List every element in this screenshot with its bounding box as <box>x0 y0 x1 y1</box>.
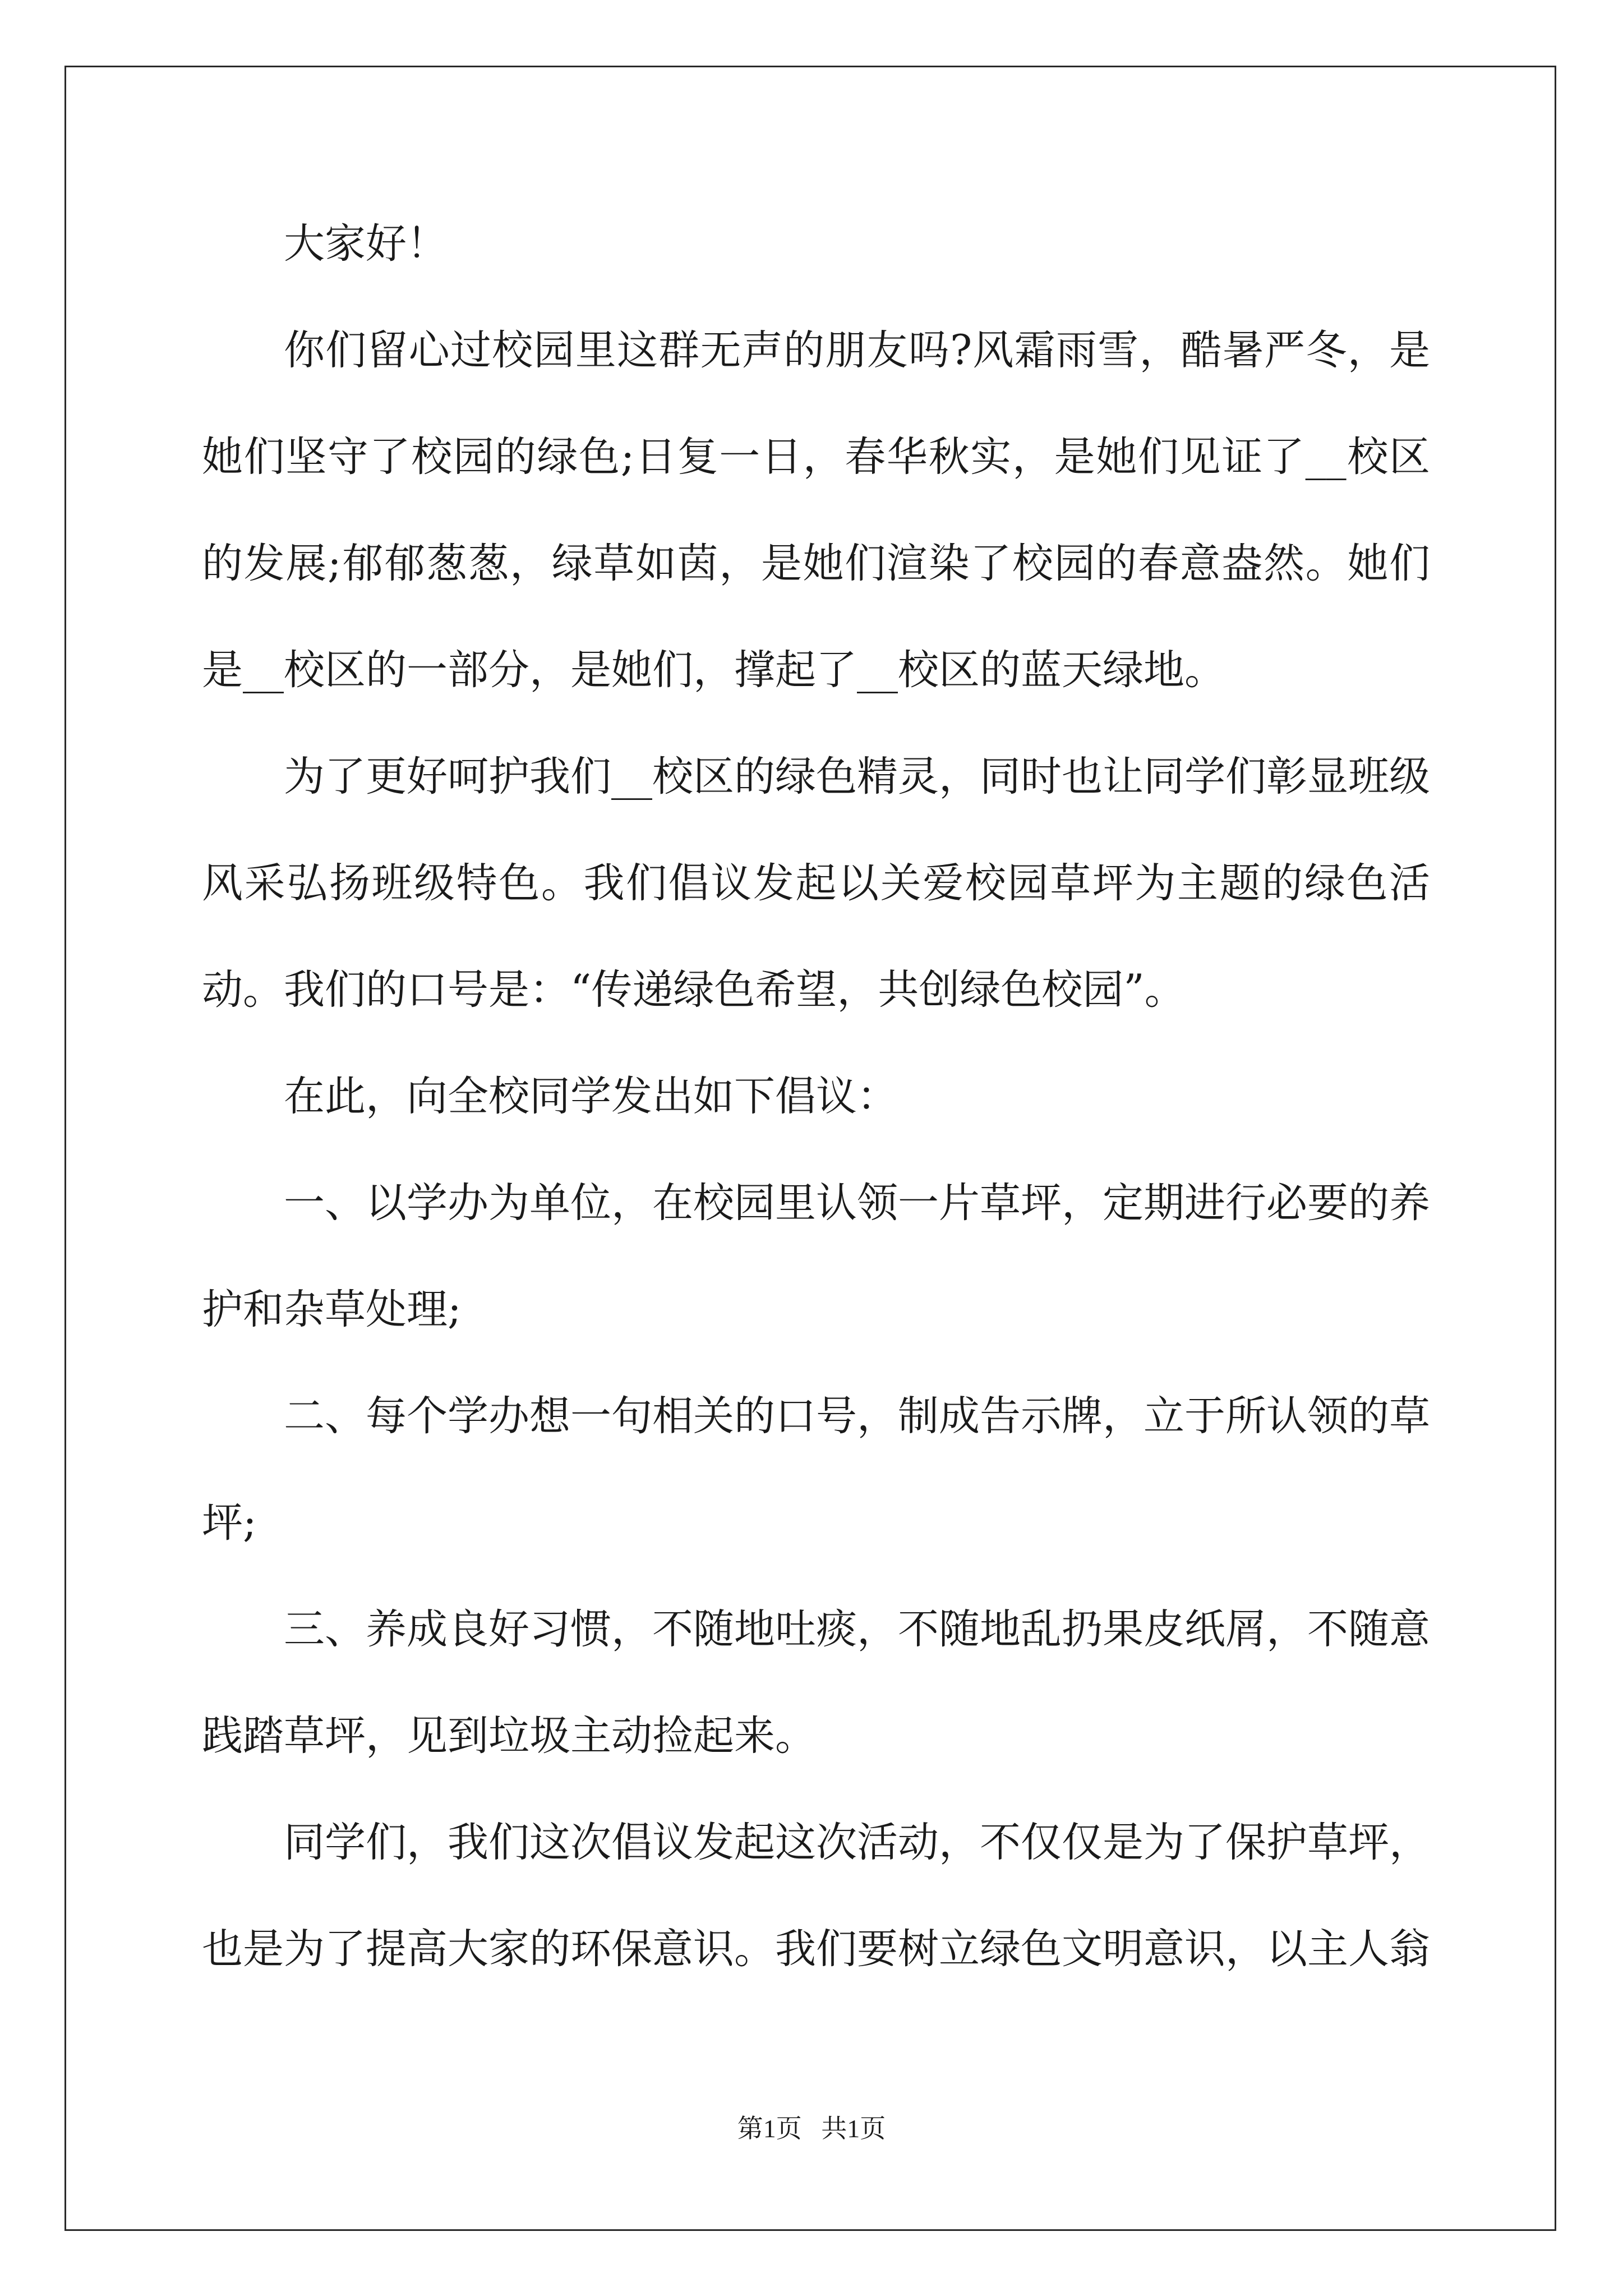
paragraph: 一、以学办为单位，在校园里认领一片草坪，定期进行必要的养护和杂草处理; <box>202 1179 1430 1333</box>
paragraph: 你们留心过校园里这群无声的朋友吗?风霜雨雪，酷暑严冬，是她们坚守了校园的绿色;日复一日，春华秋实，是她们见证了__校区的发展;郁郁葱葱，绿草如茵，是她们渲染了校园的春意盎然。她们是__校区的一部分，是她们，撑起了__校区的蓝天绿地。 <box>202 326 1430 694</box>
paragraph: 二、每个学办想一句相关的口号，制成告示牌，立于所认领的草坪; <box>202 1392 1430 1547</box>
document-body <box>202 191 1430 2003</box>
paragraph: 同学们，我们这次倡议发起这次活动，不仅仅是为了保护草坪，也是为了提高大家的环保意识。我们要树立绿色文明意识，以主人翁 <box>202 1819 1430 1973</box>
paragraph: 三、养成良好习惯，不随地吐痰，不随地乱扔果皮纸屑，不随意践踏草坪，见到垃圾主动捡起来。 <box>202 1605 1430 1760</box>
paragraph: 在此，向全校同学发出如下倡议： <box>284 1073 898 1120</box>
paragraph: 大家好！ <box>284 220 448 268</box>
paragraph: 为了更好呵护我们__校区的绿色精灵，同时也让同学们彰显班级风采弘扬班级特色。我们倡议发起以关爱校园草坪为主题的绿色活动。我们的口号是：“传递绿色希望，共创绿色校园”。 <box>202 753 1430 1014</box>
page-footer: 第1页 共1页 <box>737 2114 886 2143</box>
